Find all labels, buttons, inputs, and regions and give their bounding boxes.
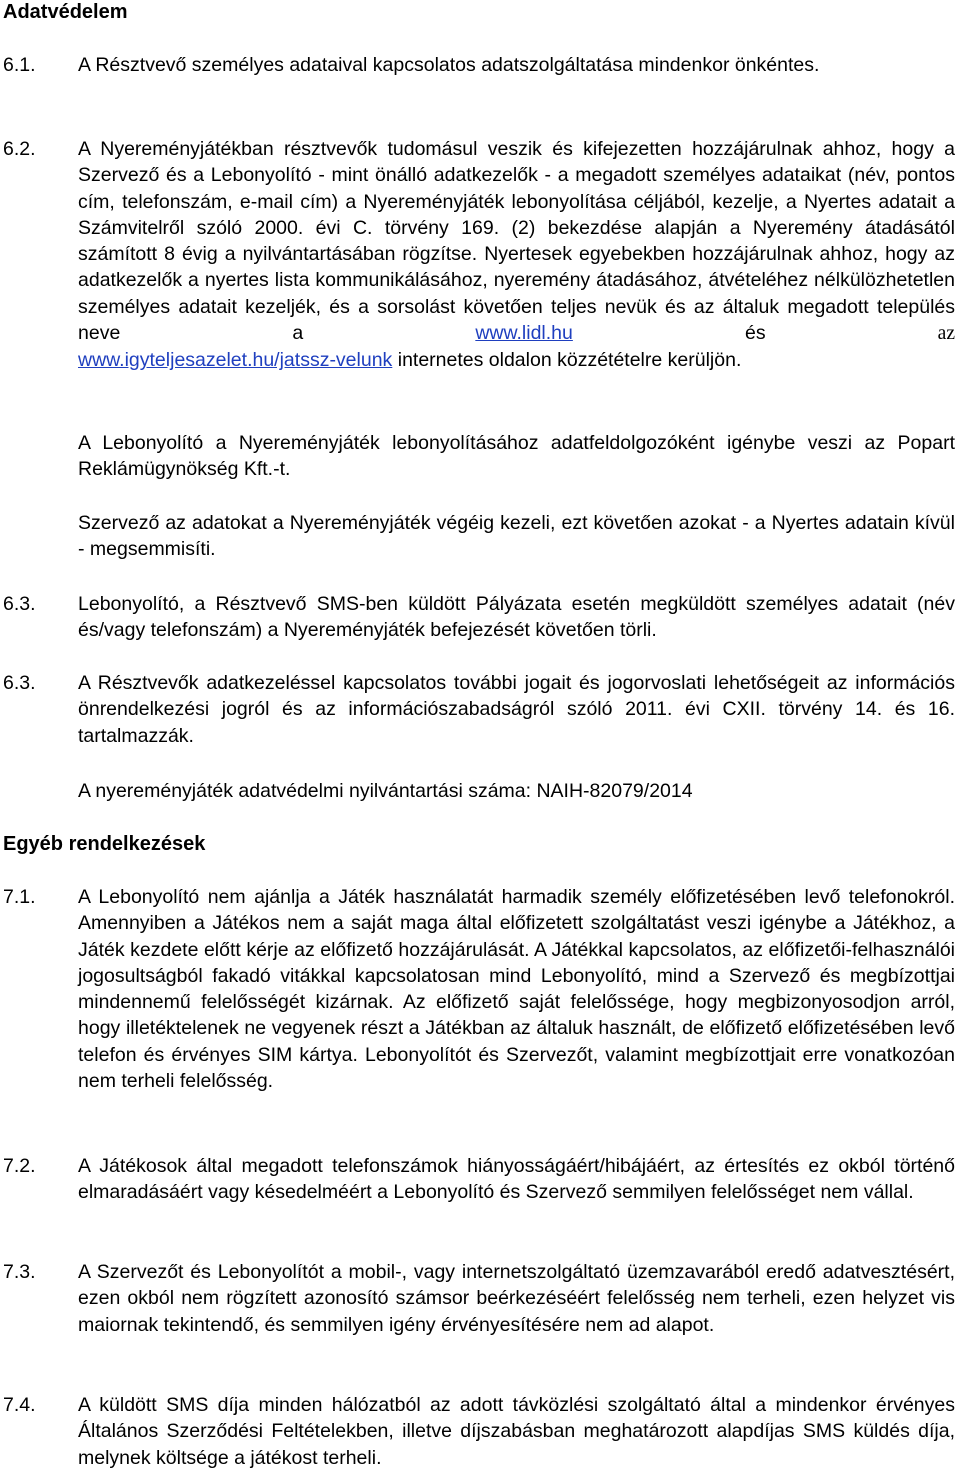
section-6-2-paragraph-3: Szervező az adatokat a Nyereményjáték végéig kezeli, ezt követően azokat - a Nyertes adatain kívül - megsemmisíti.	[78, 512, 955, 561]
section-6-2-paragraph-2: A Lebonyolító a Nyereményjáték lebonyolításához adatfeldolgozóként igénybe veszi az Popart Reklámügynökség Kft.-t.	[78, 432, 955, 481]
section-number: 7.4.	[3, 1394, 36, 1416]
section-number: 7.1.	[3, 886, 36, 908]
section-text: A Résztvevők adatkezeléssel kapcsolatos további jogait és jogorvoslati lehetőségeit az információs önrendelkezési jogról és az információszabadságról szóló 2011. évi CXII. törvény 14. és 16. tartalmazzák.	[78, 672, 955, 747]
section-text: A küldött SMS díja minden hálózatból az adott távközlési szolgáltató által a mindenkor érvényes Általános Szerződési Feltételekben, illetve díjszabásban meghatározott alapdíjas SMS küldés díja, melynek költsége a játékost terheli.	[78, 1394, 955, 1469]
section-text: A Lebonyolító nem ajánlja a Játék használatát harmadik személy előfizetésében levő telefonokról. Amennyiben a Játékos nem a saját maga által előfizetett szolgáltatást veszi igénybe a Játékhoz, a Játék kezdete előtt kérje az előfizető hozzájárulását. A Játékkal kapcsolatos, az előfizetői-felhasználói jogosultságból fakadó vitákkal kapcsolatosan mind Lebonyolító, mind a Szervező és megbízottjai mindennemű felelősségét kizárnak. Az előfizető saját felelőssége, hogy megbizonyosodjon arról, hogy illetéktelenek ne vegyenek részt a Játékban az általuk használt, de előfizető előfizetésében levő telefon és érvényes SIM kártya. Lebonyolítót és Szervezőt, valamint megbízottjait erre vonatkozóan nem terheli felelősség.	[78, 886, 955, 1093]
section-number: 6.3.	[3, 672, 36, 694]
section-text: Lebonyolító, a Résztvevő SMS-ben küldött Pályázata esetén megküldött személyes adatait (név és/vagy telefonszám) a Nyereményjáték befejezését követően törli.	[78, 593, 955, 642]
link-igyteljesazelet[interactable]: www.igyteljesazelet.hu/jatssz-velunk	[78, 349, 393, 372]
section-number: 7.2.	[3, 1155, 36, 1177]
paragraph-text-end: internetes oldalon közzétételre kerüljön.	[397, 349, 742, 372]
section-number: 6.1.	[3, 54, 36, 76]
and-text: és	[744, 322, 766, 345]
section-text: A Szervezőt és Lebonyolítót a mobil-, vagy internetszolgáltató üzemzavarából eredő adatvesztésért, ezen okból nem rögzített azonosító számsor beérkezéséért felelősség nem terheli, ezen helyzet vis maiornak tekintendő, és semmilyen igény érvényesítésére nem ad alapot.	[78, 1261, 955, 1336]
section-number: 7.3.	[3, 1261, 36, 1283]
link-lidl[interactable]: www.lidl.hu	[475, 322, 573, 345]
naih-registration: A nyereményjáték adatvédelmi nyilvántartási száma: NAIH-82079/2014	[78, 780, 693, 802]
section-text: A Résztvevő személyes adataival kapcsolatos adatszolgáltatása mindenkor önkéntes.	[78, 54, 820, 76]
section-number: 6.2.	[3, 138, 36, 160]
section-heading-egyeb: Egyéb rendelkezések	[3, 833, 206, 855]
section-heading-adatvedelem: Adatvédelem	[3, 1, 128, 23]
az-text: az	[937, 323, 955, 345]
section-text: A Játékosok által megadott telefonszámok hiányosságáért/hibájáért, az értesítés ez okból történő elmaradásáért vagy késedelméért a Lebonyolító és Szervező semmilyen felelősséget nem vállal.	[78, 1155, 955, 1204]
section-number: 6.3.	[3, 593, 36, 615]
section-text	[78, 136, 955, 374]
paragraph-text: A Nyereményjátékban résztvevők tudomásul veszik és kifejezetten hozzájárulnak ahhoz, hogy a Szervező és a Lebonyolító - mint önálló adatkezelők - a megadott személyes adataikat (név, pontos cím, telefonszám, e-mail cím) a Nyereményjáték lebonyolítása céljából, kezelje, a Nyertes adatait a Számvitelről szóló 2000. évi C. törvény 169. (2) bekezdése alapján a Nyeremény átadásától számított 8 évig a nyilvántartásában rögzítse. Nyertesek egyebekben hozzájárulnak ahhoz, hogy az adatkezelők a nyertes lista kommunikálásához, nyeremény átadásához, átvételéhez nélkülözhetetlen személyes adatait kezeljék, és a sorsolást követően teljes nevük és az általuk megadott település neve a	[78, 138, 955, 345]
